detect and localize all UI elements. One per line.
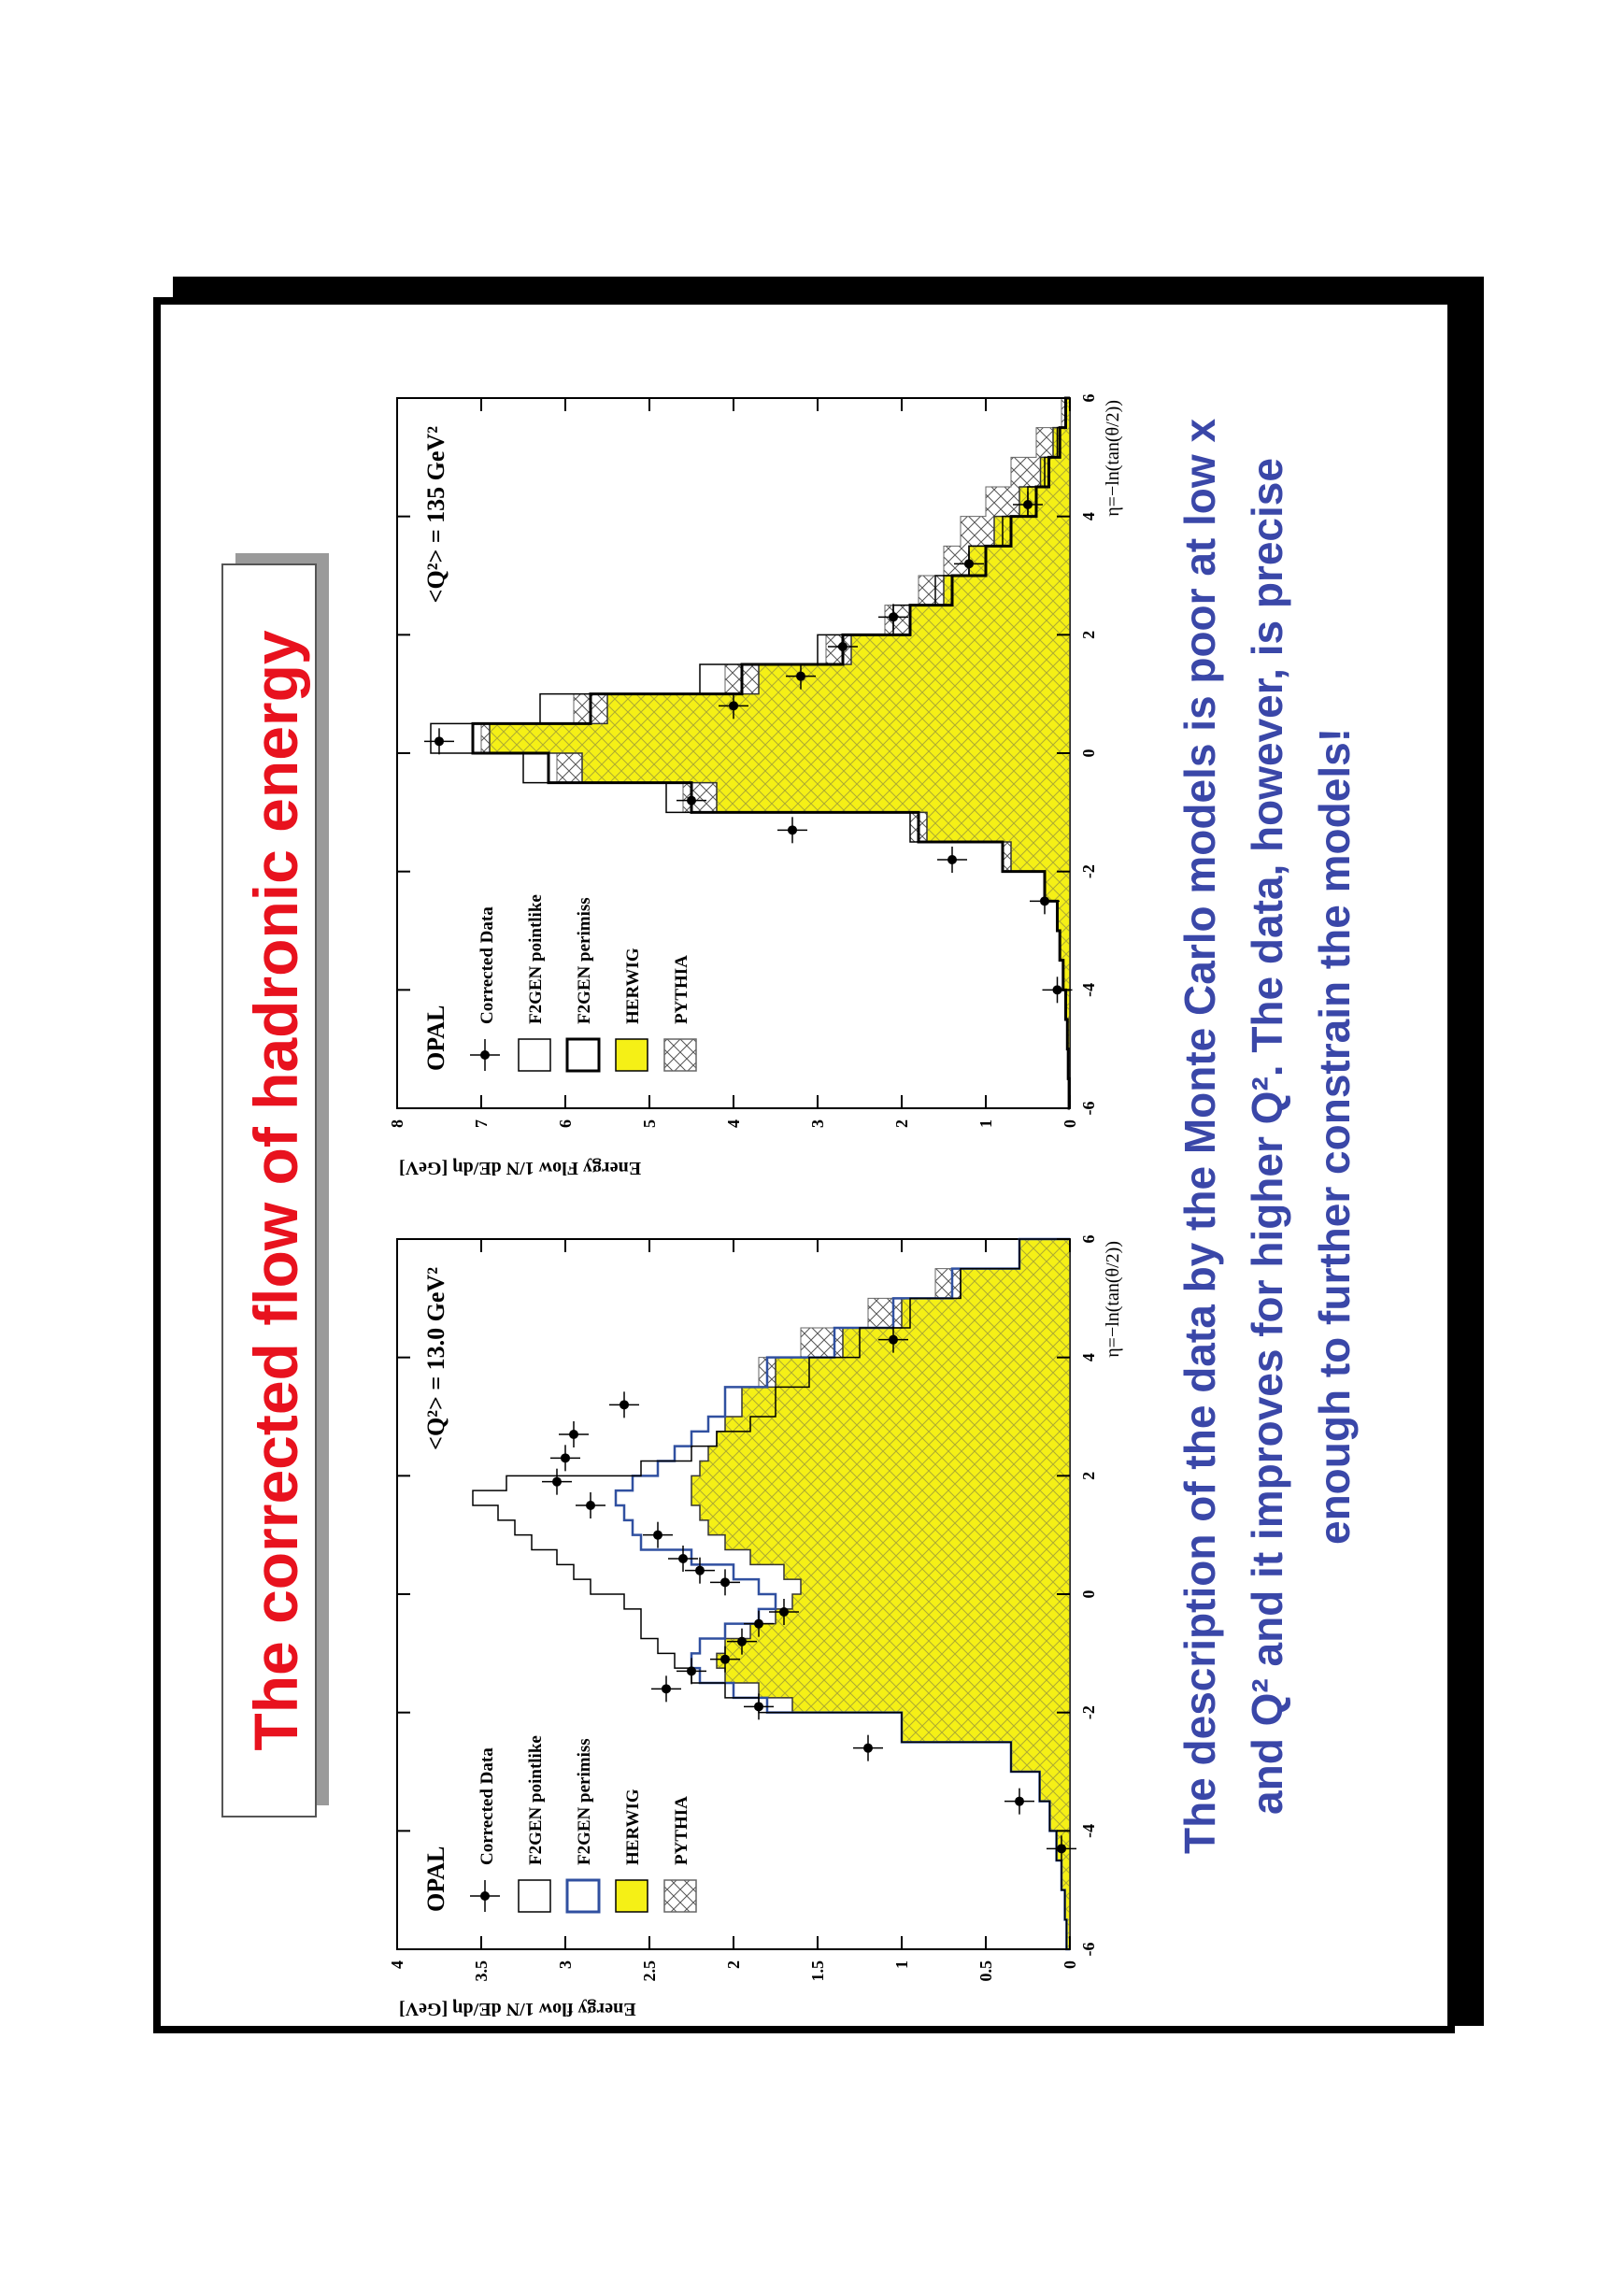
page-title: The corrected flow of hadronic energy bbox=[241, 630, 310, 1751]
data-point bbox=[1057, 1844, 1066, 1853]
data-point bbox=[695, 1566, 705, 1575]
data-point bbox=[889, 612, 898, 621]
data-point bbox=[863, 1744, 873, 1753]
y-tick-label: 2 bbox=[892, 1119, 911, 1128]
energy-flow-chart-q2-135 bbox=[388, 394, 1123, 1179]
legend-entry: HERWIG bbox=[623, 948, 643, 1024]
data-point bbox=[678, 1554, 688, 1563]
x-tick-label: -2 bbox=[1079, 1705, 1098, 1720]
y-tick-label: 3 bbox=[808, 1119, 827, 1128]
x-tick-label: 0 bbox=[1079, 1589, 1098, 1599]
data-point bbox=[720, 1577, 730, 1587]
data-point bbox=[737, 1637, 747, 1646]
legend-entry: Corrected Data bbox=[477, 1747, 497, 1865]
legend-entry: F2GEN perimiss bbox=[575, 897, 594, 1024]
data-point bbox=[662, 1684, 671, 1693]
y-tick-label: 5 bbox=[640, 1119, 659, 1128]
x-axis-label: η=−ln(tan(θ/2)) bbox=[1103, 1241, 1123, 1358]
data-point bbox=[620, 1400, 629, 1409]
y-tick-label: 6 bbox=[556, 1119, 575, 1128]
y-tick-label: 1 bbox=[892, 1960, 911, 1969]
x-tick-label: -6 bbox=[1079, 1101, 1098, 1116]
data-point bbox=[586, 1501, 595, 1510]
legend-entry: HERWIG bbox=[623, 1789, 643, 1865]
data-point bbox=[1023, 500, 1033, 509]
y-tick-label: 4 bbox=[388, 1960, 406, 1969]
legend-swatch bbox=[567, 1880, 599, 1912]
y-tick-label: 7 bbox=[472, 1119, 491, 1128]
data-point bbox=[964, 559, 974, 568]
legend-swatch-data-point bbox=[480, 1891, 490, 1901]
y-tick-label: 0 bbox=[1061, 1960, 1079, 1969]
data-point bbox=[729, 701, 738, 710]
caption-line-1: The description of the data by the Monte Carlo models is poor at low x bbox=[1175, 418, 1224, 1855]
legend-entry: PYTHIA bbox=[672, 1796, 691, 1865]
y-tick-label: 1 bbox=[976, 1119, 995, 1128]
y-tick-label: 2.5 bbox=[640, 1960, 659, 1982]
data-point bbox=[1040, 896, 1049, 905]
legend-swatch bbox=[616, 1880, 648, 1912]
caption-line-2: and Q² and it improves for higher Q². The data, however, is precise bbox=[1243, 458, 1291, 1815]
data-point bbox=[687, 1666, 696, 1675]
data-point bbox=[779, 1607, 789, 1617]
data-point bbox=[434, 736, 444, 746]
x-tick-label: -6 bbox=[1079, 1942, 1098, 1957]
data-point bbox=[552, 1477, 562, 1487]
data-point bbox=[561, 1453, 570, 1462]
caption-line-3: enough to further constrain the models! bbox=[1310, 727, 1359, 1546]
data-point bbox=[720, 1655, 730, 1664]
experiment-label: OPAL bbox=[422, 1846, 449, 1912]
x-tick-label: -4 bbox=[1079, 982, 1098, 997]
x-tick-label: 2 bbox=[1079, 1471, 1098, 1480]
legend-entry: F2GEN pointlike bbox=[526, 894, 546, 1024]
data-point bbox=[889, 1335, 898, 1345]
y-tick-label: 0 bbox=[1061, 1119, 1079, 1128]
x-tick-label: 0 bbox=[1079, 748, 1098, 758]
x-tick-label: 6 bbox=[1079, 393, 1098, 403]
y-tick-label: 3.5 bbox=[472, 1960, 491, 1982]
x-tick-label: -2 bbox=[1079, 864, 1098, 879]
x-tick-label: -4 bbox=[1079, 1823, 1098, 1838]
data-point bbox=[653, 1531, 662, 1540]
y-tick-label: 8 bbox=[388, 1119, 406, 1128]
data-point bbox=[687, 796, 696, 805]
x-axis-label: η=−ln(tan(θ/2)) bbox=[1103, 400, 1123, 517]
legend-swatch bbox=[664, 1880, 696, 1912]
experiment-label: OPAL bbox=[422, 1005, 449, 1071]
x-tick-label: 4 bbox=[1079, 1353, 1098, 1362]
y-tick-label: 0.5 bbox=[976, 1960, 995, 1982]
x-tick-label: 2 bbox=[1079, 630, 1098, 639]
y-tick-label: 3 bbox=[556, 1960, 575, 1969]
legend-swatch bbox=[567, 1039, 599, 1071]
y-tick-label: 2 bbox=[724, 1960, 743, 1969]
legend-swatch bbox=[664, 1039, 696, 1071]
data-point bbox=[754, 1702, 763, 1711]
q2-label: <Q²> = 13.0 GeV² bbox=[422, 1267, 449, 1450]
legend-entry: F2GEN perimiss bbox=[575, 1738, 594, 1865]
data-point bbox=[838, 642, 848, 651]
legend-swatch bbox=[616, 1039, 648, 1071]
data-point bbox=[947, 855, 957, 864]
legend-swatch-data-point bbox=[480, 1050, 490, 1060]
x-tick-label: 4 bbox=[1079, 512, 1098, 521]
y-axis-label: Energy flow 1/N dE/dη [GeV] bbox=[399, 1999, 636, 2019]
q2-label: <Q²> = 135 GeV² bbox=[422, 426, 449, 604]
data-point bbox=[569, 1430, 578, 1439]
data-point bbox=[796, 672, 805, 681]
x-tick-label: 6 bbox=[1079, 1234, 1098, 1244]
data-point bbox=[1015, 1797, 1024, 1806]
y-tick-label: 1.5 bbox=[808, 1960, 827, 1982]
legend-entry: PYTHIA bbox=[672, 955, 691, 1024]
legend-entry: F2GEN pointlike bbox=[526, 1735, 546, 1865]
legend-entry: Corrected Data bbox=[477, 906, 497, 1024]
legend-swatch bbox=[519, 1039, 550, 1071]
data-point bbox=[754, 1619, 763, 1629]
y-axis-label: Energy Flow 1/N dE/dη [GeV] bbox=[399, 1158, 642, 1178]
y-tick-label: 4 bbox=[724, 1119, 743, 1128]
energy-flow-chart-q2-13 bbox=[388, 1235, 1123, 2020]
data-point bbox=[788, 825, 797, 834]
legend-swatch bbox=[519, 1880, 550, 1912]
